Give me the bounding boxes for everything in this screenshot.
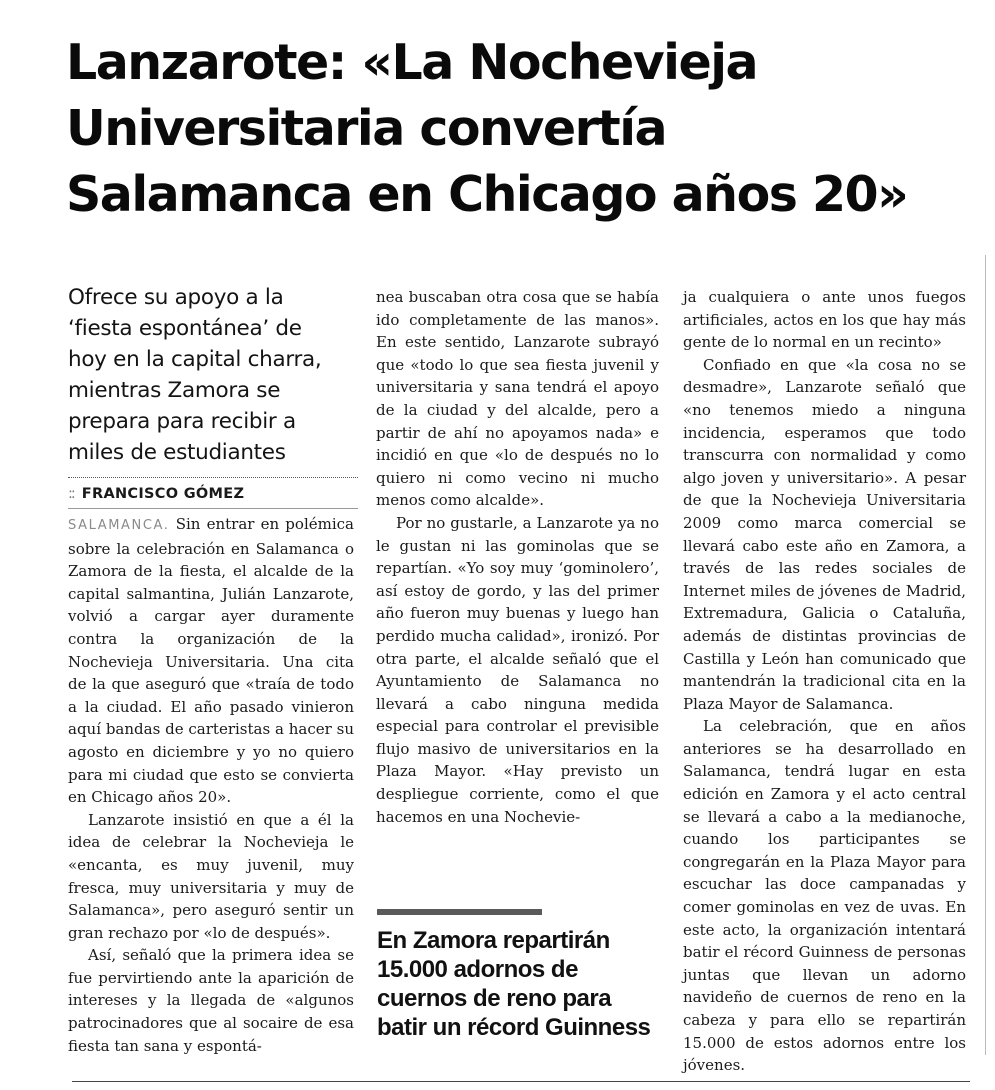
- author-name: FRANCISCO GÓMEZ: [81, 486, 245, 502]
- article-paragraph: [68, 513, 354, 809]
- subheadline-line: ‘fiesta espontánea’ de: [68, 316, 302, 341]
- paragraph-text: Sin entrar en polémica sobre la celebración en Salamanca o Zamora de la fiesta, el alcalde de la capital salmantina, Julián Lanzarote, volvió a cargar ayer duramente contra la organización de la Nochevieja Universitaria. Una cita de la que aseguró que «traía de todo a la ciudad. El año pasado vinieron aquí bandas de carteristas a hacer su agosto en diciembre y yo no quiero para mi ciudad que esto se convierta en Chicago años 20».: [68, 515, 354, 807]
- article-paragraph: La celebración, que en años anteriores se ha desarrollado en Salamanca, tendrá lugar en esta edición en Zamora y el acto central se llevará a cabo a la medianoche, cuando los participantes se congregarán en la Plaza Mayor para escuchar las doce campanadas y comer gominolas en vez de uvas. En este acto, la organización intentará batir el récord Guinness de personas juntas que llevan un adorno navideño de cuernos de reno en la cabeza y para ello se repartirán 15.000 de estos adornos entre los jóvenes.: [683, 717, 966, 1075]
- article-paragraph: Por no gustarle, a Lanzarote ya no le gustan ni las gominolas que se repartían. «Yo soy muy ‘gominolero’, así estoy de gordo, y las del primer año fueron muy buenas y luego han perdido mucha calidad», ironizó. Por otra parte, el alcalde señaló que el Ayuntamiento de Salamanca no llevará a cabo ninguna medida especial para controlar el previsible flujo masivo de universitarios en la Plaza Mayor. «Hay previsto un despliegue corriente, como el que hacemos en una Nochevie-: [376, 513, 659, 826]
- article-column-3: [683, 286, 966, 1077]
- sidebar-headline-line: 15.000 adornos de: [377, 956, 578, 983]
- bottom-rule: [72, 1081, 970, 1082]
- byline: [68, 486, 358, 502]
- article-column-2: [376, 286, 659, 828]
- article-paragraph: Confiado en que «la cosa no se desmadre», Lanzarote señaló que «no tenemos miedo a ninguna incidencia, esperamos que todo transcurra con normalidad y como algo joven y universitario». A pesar de que la Nochevieja Universitaria 2009 como marca comercial se llevará cabo este año en Zamora, a través de las redes sociales de Internet miles de jóvenes de Madrid, Extremadura, Galicia o Cataluña, además de distintas provincias de Castilla y León han comunicado que mantendrán la tradicional cita en la Plaza Mayor de Salamanca.: [683, 355, 966, 713]
- headline-line: Salamanca en Chicago años 20»: [66, 166, 908, 223]
- sidebar-headline: [377, 926, 667, 1042]
- sidebar-headline-line: cuernos de reno para: [377, 985, 612, 1012]
- headline: [66, 30, 966, 228]
- dateline-place: SALAMANCA.: [68, 518, 170, 533]
- byline-bullet-icon: ::: [68, 486, 74, 502]
- sidebar-headline-line: batir un récord Guinness: [377, 1014, 651, 1041]
- headline-line: Universitaria convertía: [66, 100, 667, 157]
- sidebar-headline-line: En Zamora repartirán: [377, 927, 610, 954]
- page-edge-line: [985, 255, 986, 1055]
- article-paragraph: Así, señaló que la primera idea se fue pervirtiendo ante la aparición de intereses y la llegada de «algunos patrocinadores que al socaire de esa fiesta tan sana y espontá-: [68, 946, 354, 1055]
- subheadline: [68, 282, 358, 468]
- byline-underline: [68, 508, 358, 509]
- subheadline-line: prepara para recibir a: [68, 409, 296, 434]
- sidebar-rule: [377, 909, 542, 915]
- article-paragraph: ja cualquiera o ante unos fuegos artificiales, actos en los que hay más gente de lo normal en un recinto»: [683, 288, 966, 352]
- headline-line: Lanzarote: «La Nochevieja: [66, 34, 758, 91]
- subheadline-line: hoy en la capital charra,: [68, 347, 322, 372]
- subheadline-line: mientras Zamora se: [68, 378, 281, 403]
- subheadline-line: miles de estudiantes: [68, 440, 286, 465]
- article-column-1: [68, 513, 354, 1057]
- subheadline-line: Ofrece su apoyo a la: [68, 285, 284, 310]
- byline-divider: [68, 477, 358, 478]
- article-paragraph: nea buscaban otra cosa que se había ido completamente de las manos». En este sentido, Lanzarote subrayó que «todo lo que sea fiesta juvenil y universitaria y sana tendrá el apoyo de la ciudad y del alcalde, pero a partir de ahí no apoyamos nada» e incidió en que «lo de después no lo quiero ni como vecino ni mucho menos como alcalde».: [376, 288, 659, 510]
- article-paragraph: Lanzarote insistió en que a él la idea de celebrar la Nochevieja le «encanta, es muy juvenil, muy fresca, muy universitaria y muy de Salamanca», pero aseguró sentir un gran rechazo por «lo de después».: [68, 810, 354, 942]
